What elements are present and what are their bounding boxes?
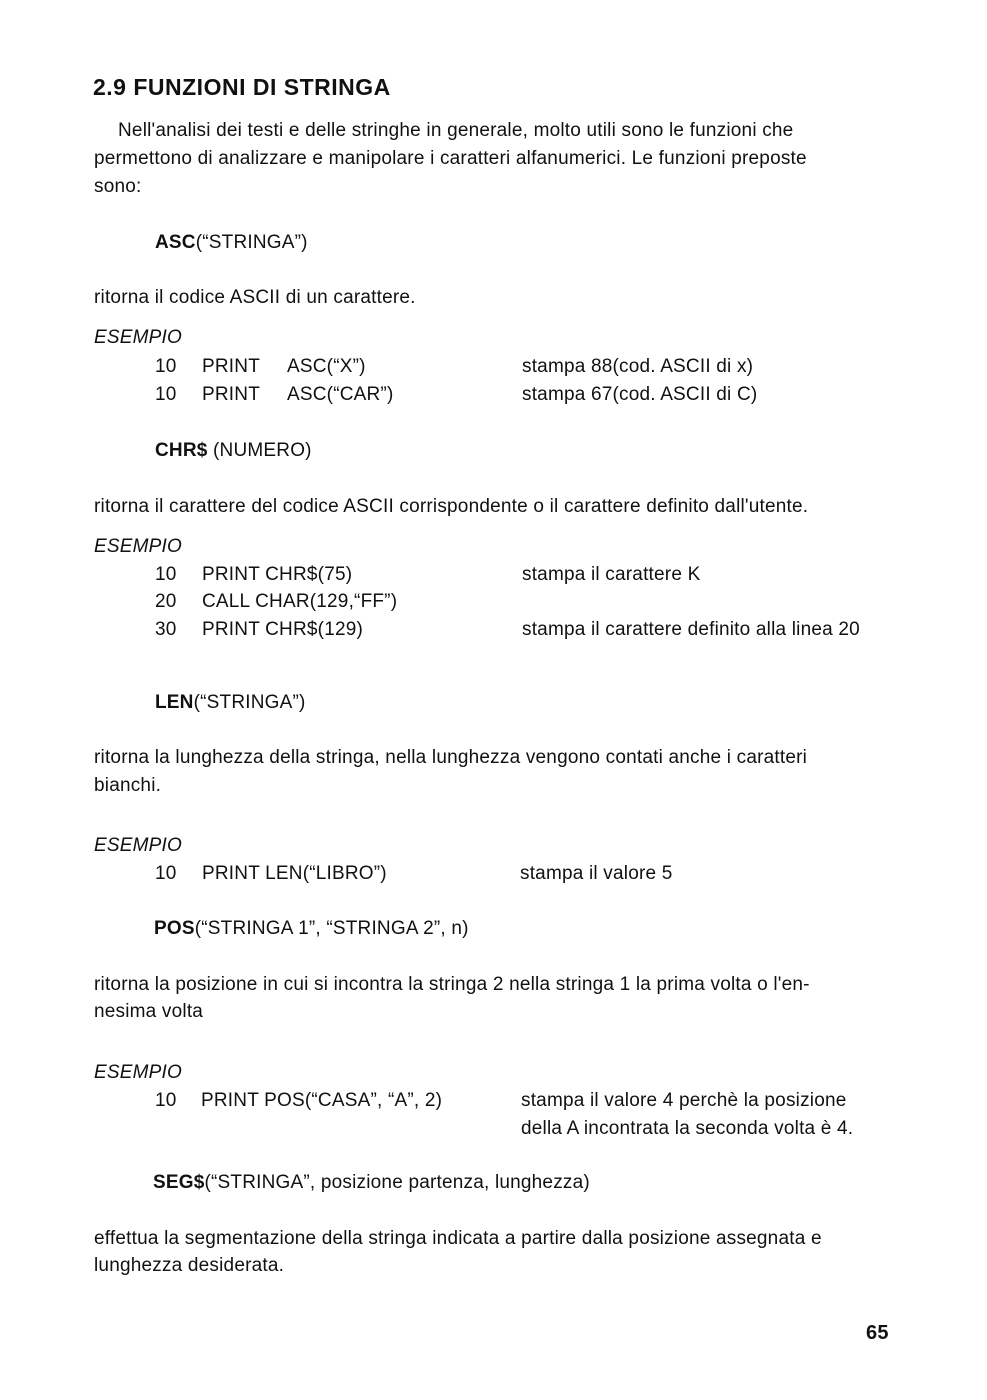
chr-name: CHR$ bbox=[155, 440, 208, 461]
asc-example-1-kw: PRINT bbox=[202, 356, 260, 377]
chr-example-1-code: PRINT CHR$(75) bbox=[202, 564, 353, 585]
seg-signature bbox=[153, 1172, 590, 1194]
len-name: LEN bbox=[155, 692, 194, 713]
pos-description-line-1: ritorna la posizione in cui si incontra la stringa 2 nella stringa 1 la prima volta o l'en- bbox=[94, 974, 810, 995]
asc-example-1-code: ASC(“X”) bbox=[287, 356, 366, 377]
chr-description: ritorna il carattere del codice ASCII corrispondente o il carattere definito dall'utente. bbox=[94, 496, 809, 517]
len-example-1-code: PRINT LEN(“LIBRO”) bbox=[202, 863, 387, 884]
chr-example-3-num: 30 bbox=[155, 619, 177, 640]
chr-example-1-note: stampa il carattere K bbox=[522, 564, 701, 585]
section-title: 2.9 FUNZIONI DI STRINGA bbox=[93, 74, 391, 100]
chr-example-2-num: 20 bbox=[155, 591, 177, 612]
len-example-1-num: 10 bbox=[155, 863, 177, 884]
asc-example-2-code: ASC(“CAR”) bbox=[287, 384, 394, 405]
asc-example-2-note: stampa 67(cod. ASCII di C) bbox=[522, 384, 758, 405]
asc-args: (“STRINGA”) bbox=[195, 232, 308, 253]
pos-example-label: ESEMPIO bbox=[94, 1062, 182, 1083]
asc-example-label: ESEMPIO bbox=[94, 327, 182, 348]
pos-example-1-num: 10 bbox=[155, 1090, 177, 1111]
pos-signature bbox=[154, 918, 469, 940]
seg-description-line-1: effettua la segmentazione della stringa indicata a partire dalla posizione assegnata e bbox=[94, 1228, 822, 1249]
asc-example-1-note: stampa 88(cod. ASCII di x) bbox=[522, 356, 754, 377]
len-args: (“STRINGA”) bbox=[193, 692, 306, 713]
chr-example-label: ESEMPIO bbox=[94, 536, 182, 557]
len-signature bbox=[155, 692, 306, 714]
pos-args: (“STRINGA 1”, “STRINGA 2”, n) bbox=[194, 918, 469, 939]
chr-example-2-code: CALL CHAR(129,“FF”) bbox=[202, 591, 398, 612]
pos-example-1-code: PRINT POS(“CASA”, “A”, 2) bbox=[201, 1090, 443, 1111]
len-description-line-1: ritorna la lunghezza della stringa, nella lunghezza vengono contati anche i caratteri bbox=[94, 747, 808, 768]
pos-example-1-note: stampa il valore 4 perchè la posizione bbox=[521, 1090, 847, 1111]
pos-description-line-2: nesima volta bbox=[94, 1001, 204, 1022]
pos-example-1-note-continued: della A incontrata la seconda volta è 4. bbox=[521, 1118, 854, 1139]
seg-name: SEG$ bbox=[153, 1172, 205, 1193]
chr-args: (NUMERO) bbox=[207, 440, 312, 461]
intro-line-2: permettono di analizzare e manipolare i caratteri alfanumerici. Le funzioni preposte bbox=[94, 148, 807, 169]
chr-example-3-code: PRINT CHR$(129) bbox=[202, 619, 364, 640]
asc-example-2-num: 10 bbox=[155, 384, 177, 405]
seg-description-line-2: lunghezza desiderata. bbox=[94, 1255, 285, 1276]
intro-line-1: Nell'analisi dei testi e delle stringhe in generale, molto utili sono le funzioni che bbox=[118, 120, 794, 141]
intro-line-3: sono: bbox=[94, 176, 142, 197]
asc-signature bbox=[155, 232, 308, 254]
len-example-1-note: stampa il valore 5 bbox=[520, 863, 673, 884]
page-number: 65 bbox=[866, 1322, 889, 1344]
seg-args: (“STRINGA”, posizione partenza, lunghezza) bbox=[204, 1172, 590, 1193]
chr-example-3-note: stampa il carattere definito alla linea 20 bbox=[522, 619, 860, 640]
asc-example-1-num: 10 bbox=[155, 356, 177, 377]
asc-description: ritorna il codice ASCII di un carattere. bbox=[94, 287, 416, 308]
len-description-line-2: bianchi. bbox=[94, 775, 162, 796]
chr-signature bbox=[155, 440, 312, 462]
pos-name: POS bbox=[154, 918, 195, 939]
chr-example-1-num: 10 bbox=[155, 564, 177, 585]
asc-example-2-kw: PRINT bbox=[202, 384, 260, 405]
asc-name: ASC bbox=[155, 232, 196, 253]
len-example-label: ESEMPIO bbox=[94, 835, 182, 856]
